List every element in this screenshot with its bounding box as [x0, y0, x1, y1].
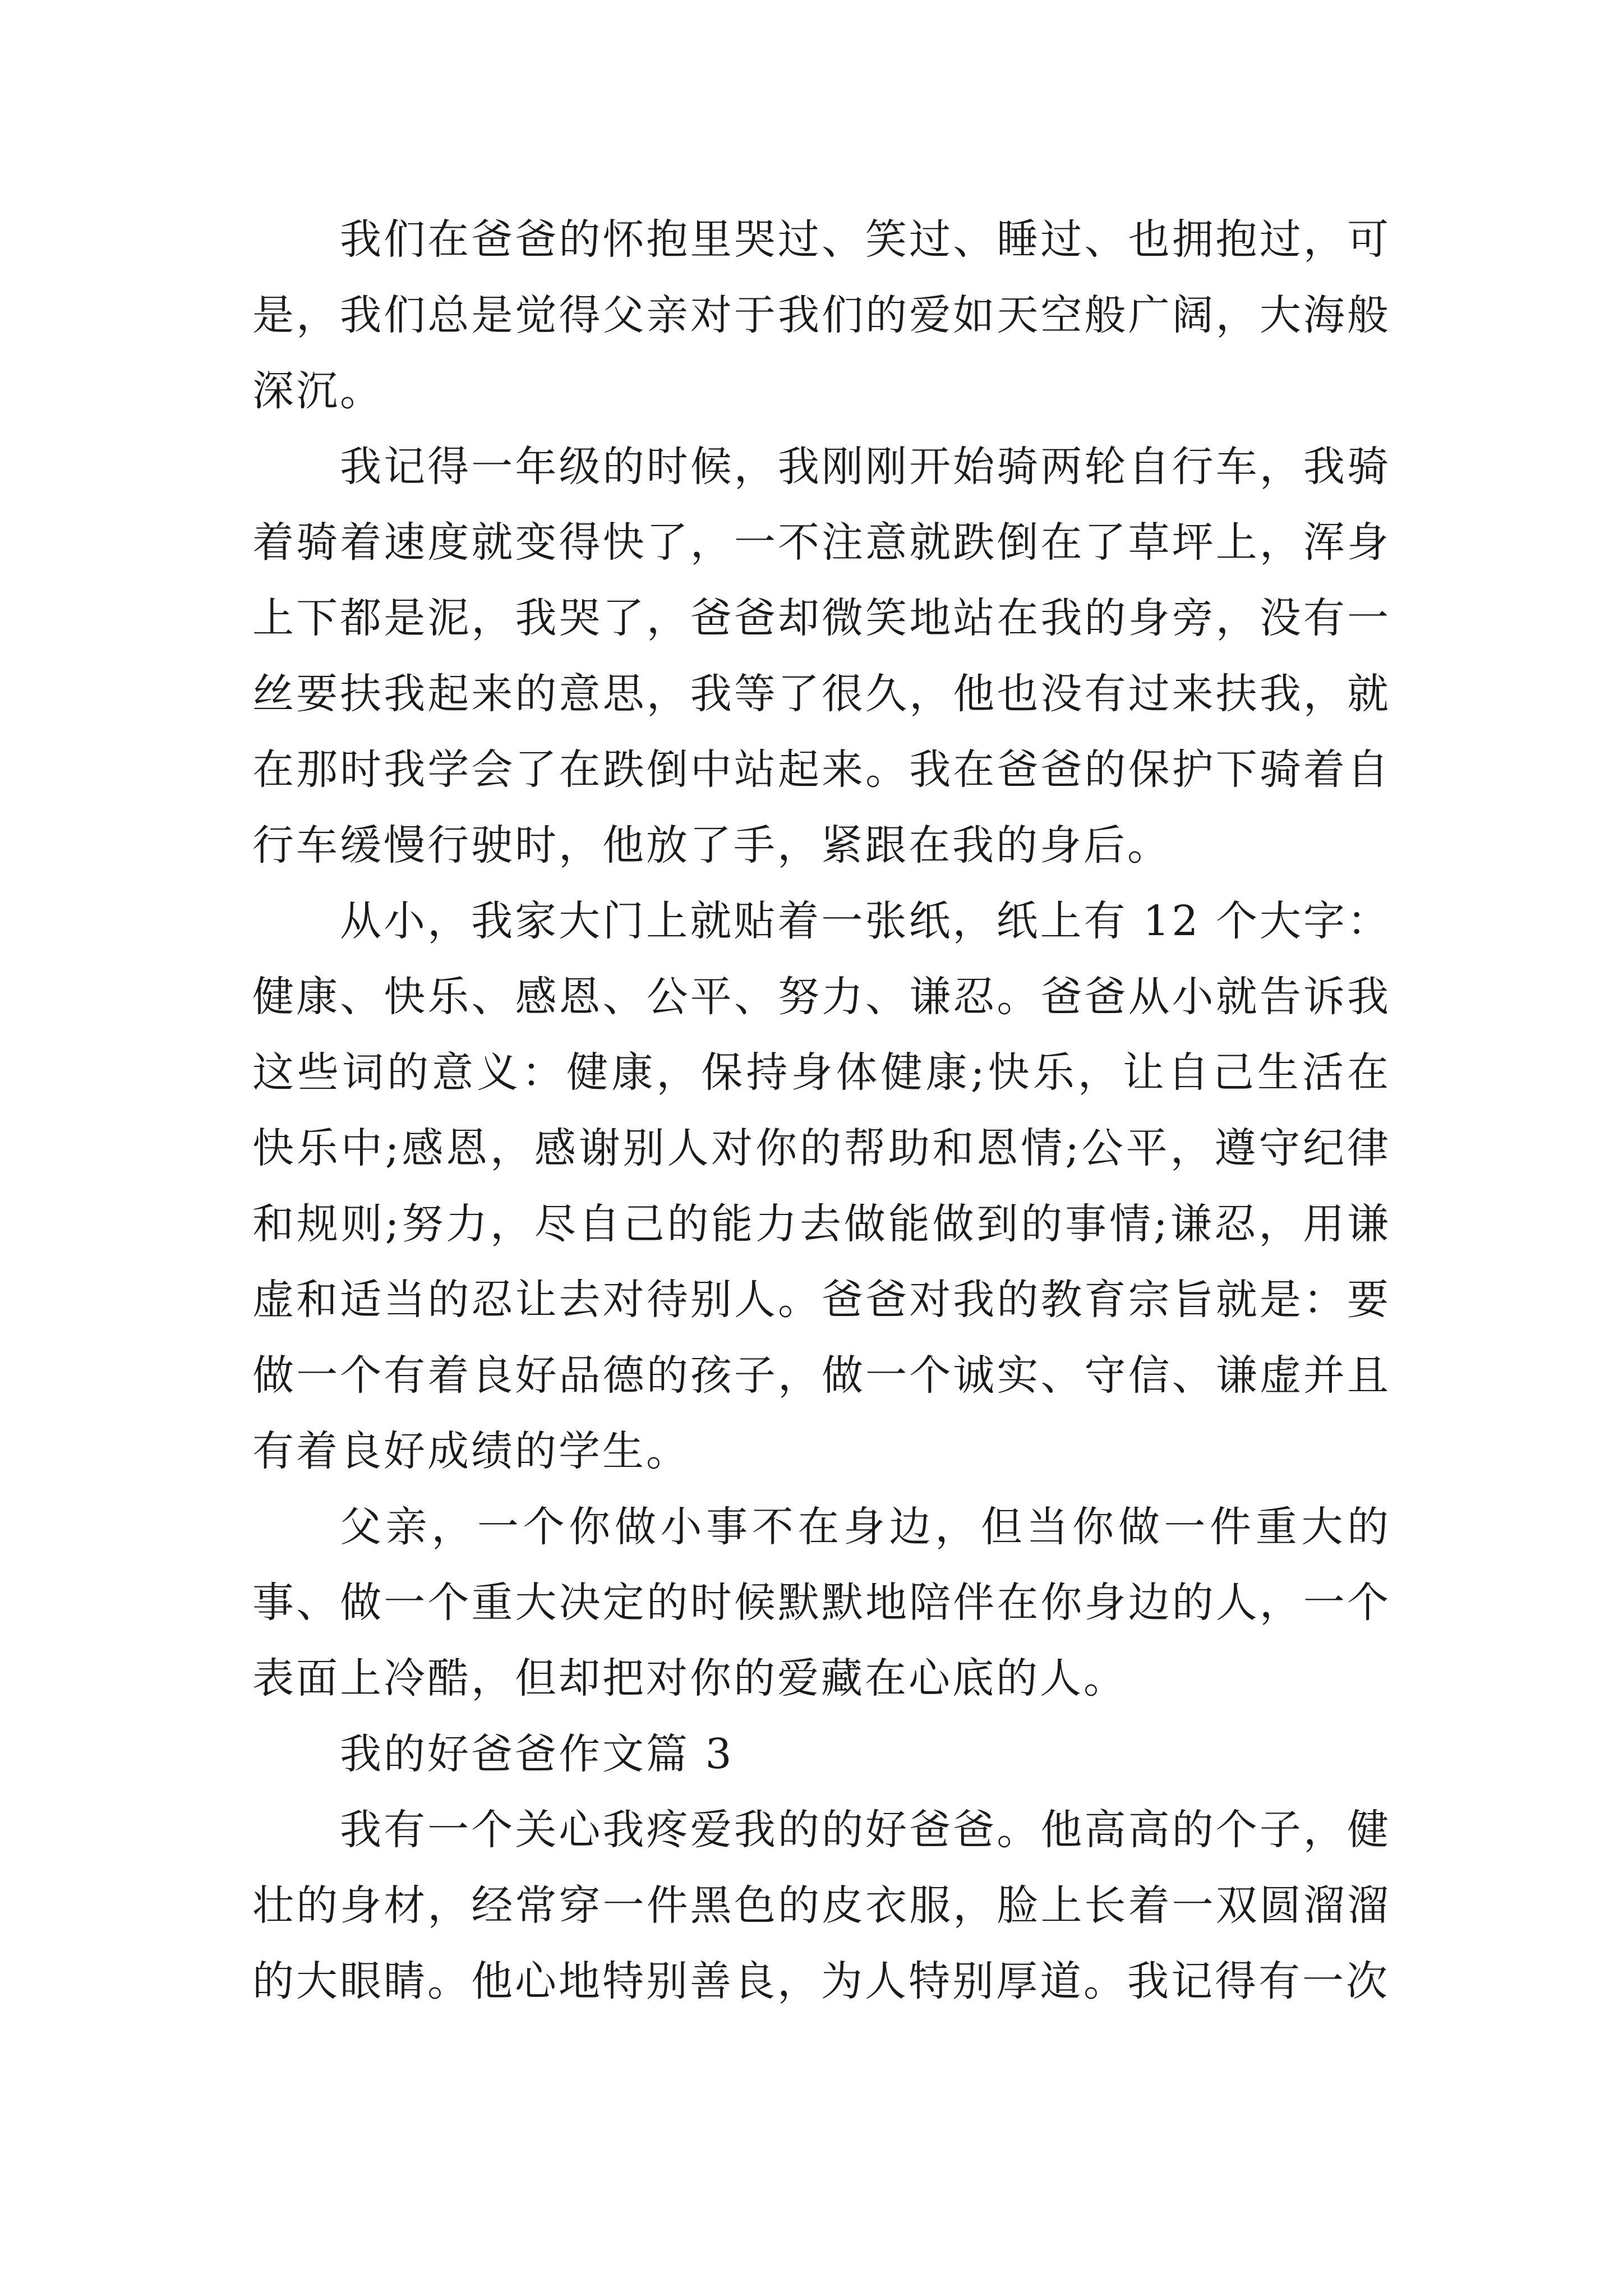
document-body [252, 202, 1391, 2019]
paragraph-1: 我们在爸爸的怀抱里哭过、笑过、睡过、也拥抱过，可是，我们总是觉得父亲对于我们的爱如天空般广阔，大海般深沉。 [252, 215, 1391, 415]
paragraph-4: 父亲，一个你做小事不在身边，但当你做一件重大的事、做一个重大决定的时候默默地陪伴在你身边的人，一个表面上冷酷，但却把对你的爱藏在心底的人。 [252, 1503, 1391, 1703]
paragraph-5: 我有一个关心我疼爱我的的好爸爸。他高高的个子，健壮的身材，经常穿一件黑色的皮衣服，脸上长着一双圆溜溜的大眼睛。他心地特别善良，为人特别厚道。我记得有一次 [252, 1806, 1391, 2005]
paragraph-3: 从小，我家大门上就贴着一张纸，纸上有 12 个大字：健康、快乐、感恩、公平、努力、谦忍。爸爸从小就告诉我这些词的意义：健康，保持身体健康;快乐，让自己生活在快乐中;感恩，感谢别人对你的帮助和恩情;公平，遵守纪律和规则;努力，尽自己的能力去做能做到的事情;谦忍，用谦虚和适当的忍让去对待别人。爸爸对我的教育宗旨就是：要做一个有着良好品德的孩子，做一个诚实、守信、谦虚并且有着良好成绩的学生。 [252, 897, 1391, 1475]
section-heading: 我的好爸爸作文篇 3 [340, 1730, 734, 1778]
paragraph-2: 我记得一年级的时候，我刚刚开始骑两轮自行车，我骑着骑着速度就变得快了，一不注意就跌倒在了草坪上，浑身上下都是泥，我哭了，爸爸却微笑地站在我的身旁，没有一丝要扶我起来的意思，我等了很久，他也没有过来扶我，就在那时我学会了在跌倒中站起来。我在爸爸的保护下骑着自行车缓慢行驶时，他放了手，紧跟在我的身后。 [252, 443, 1391, 869]
